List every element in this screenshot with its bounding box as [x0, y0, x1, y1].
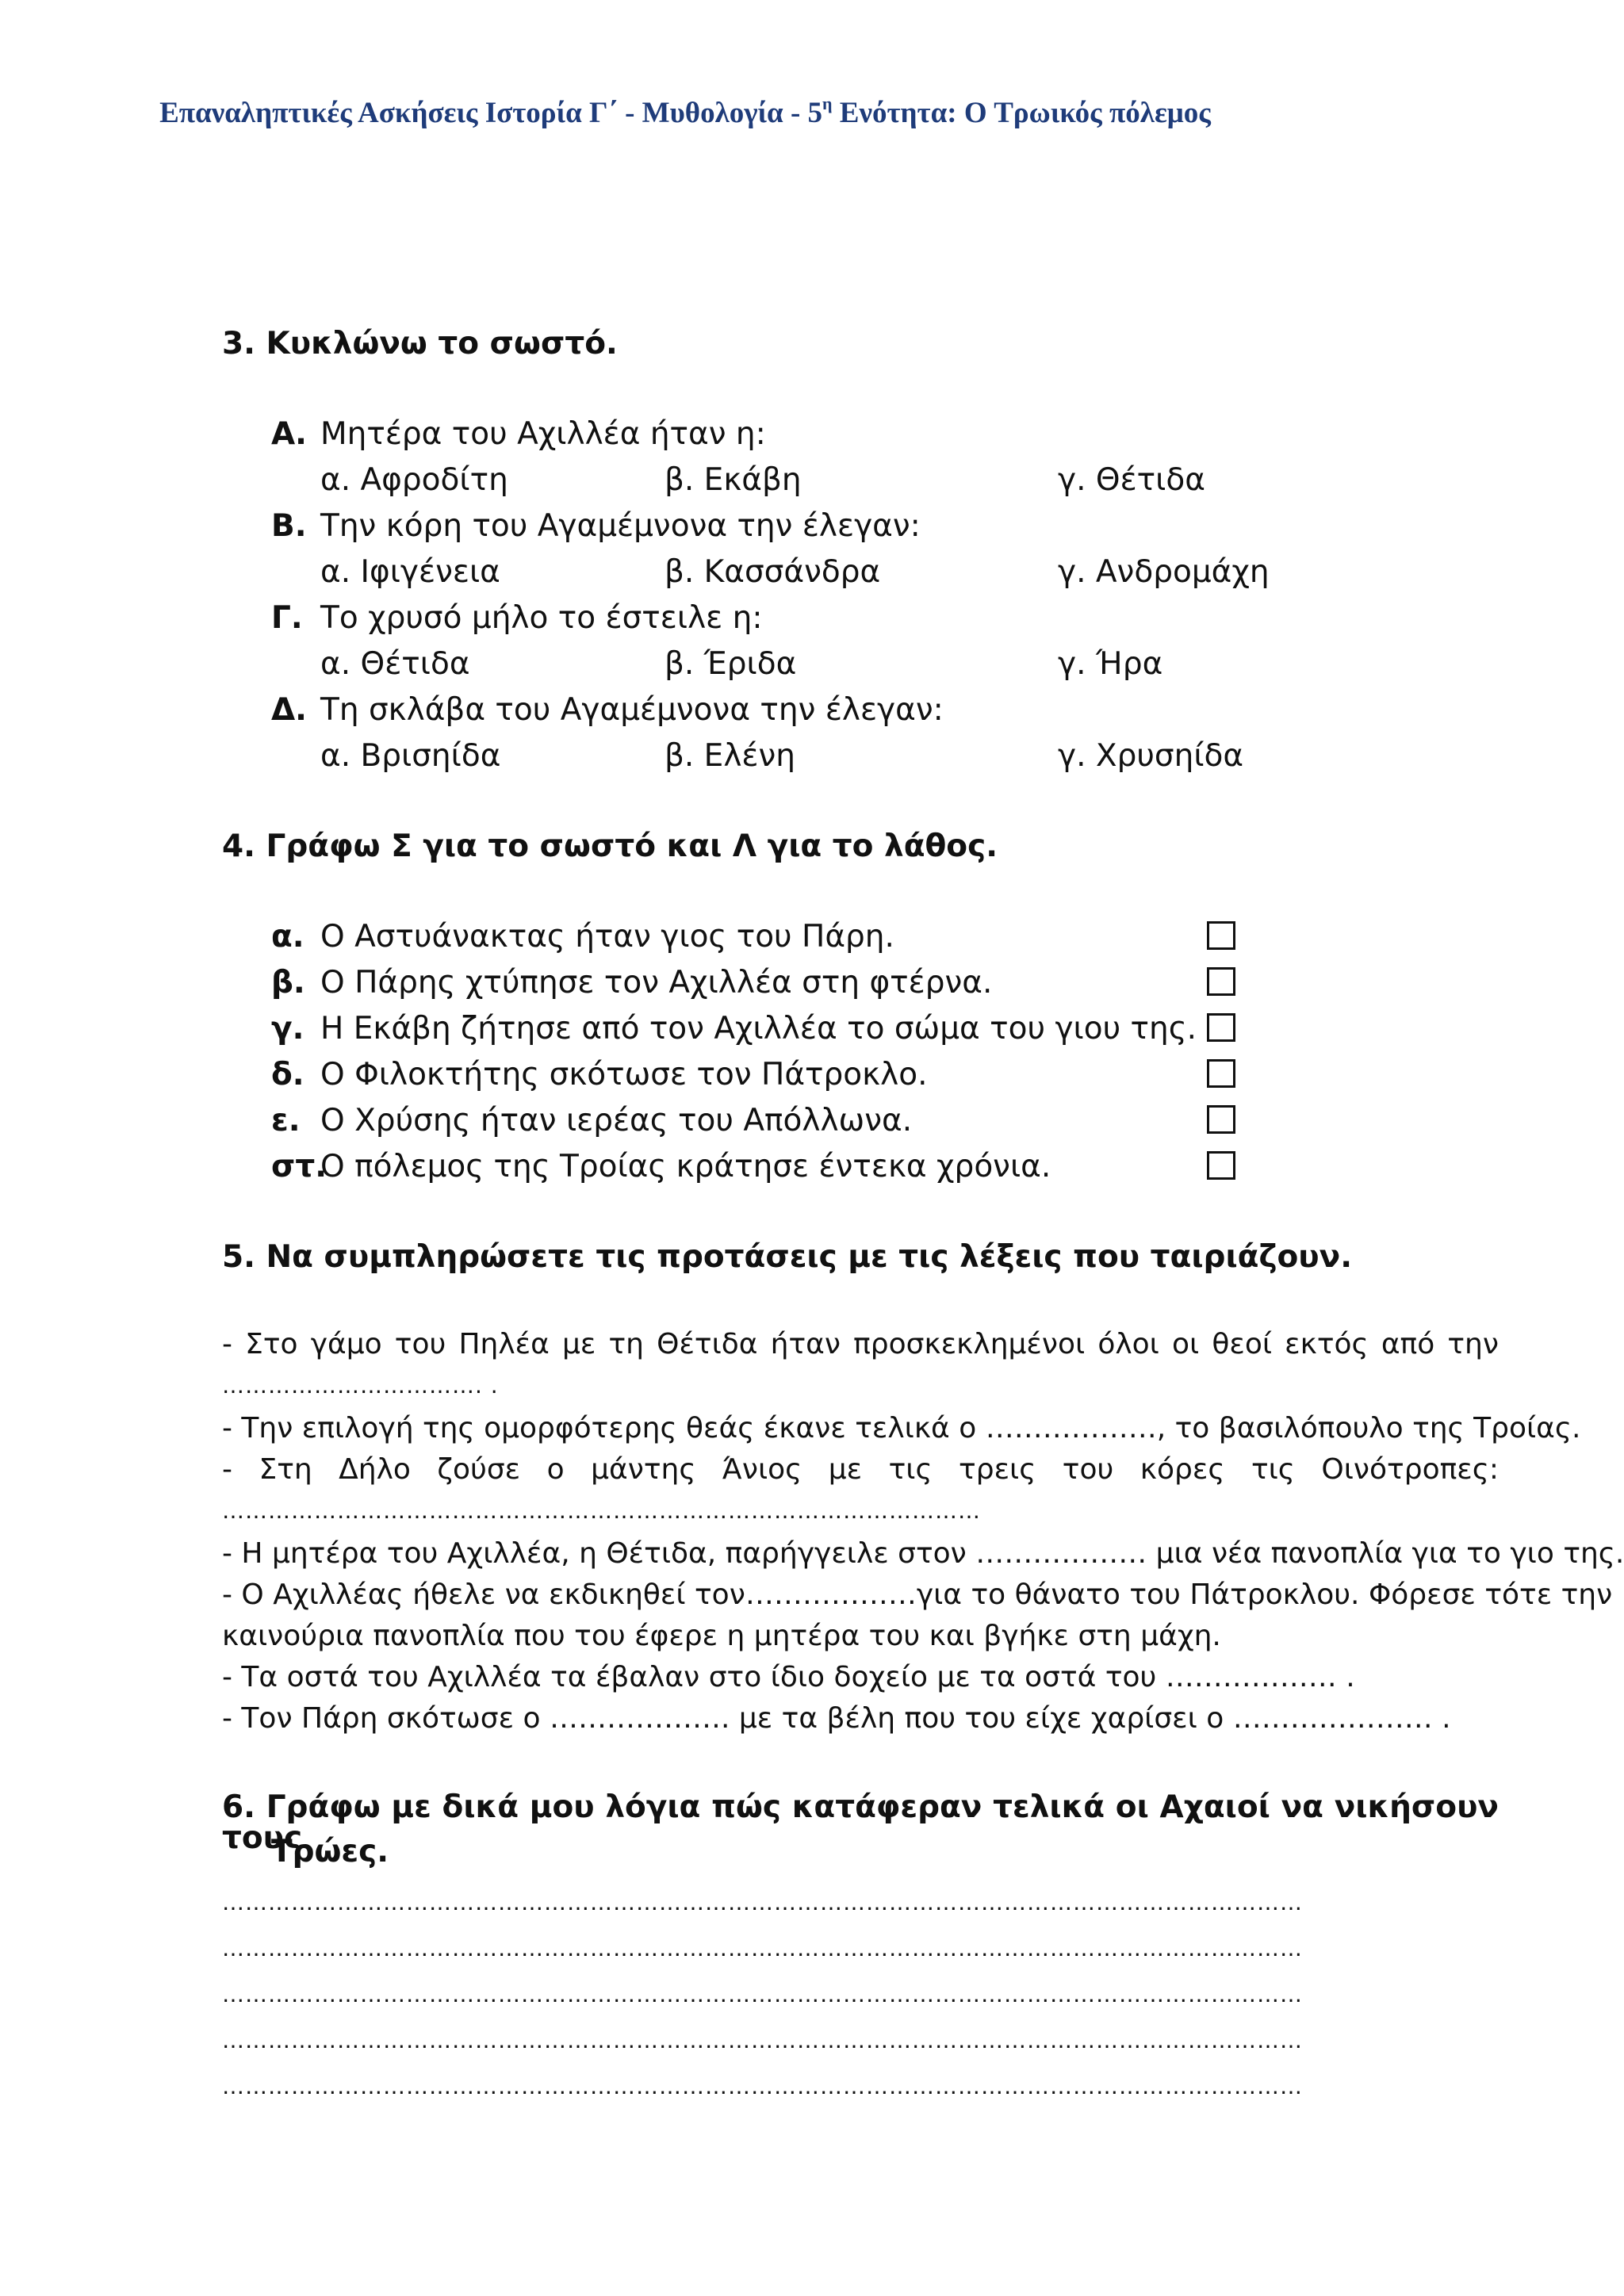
option-a[interactable]: α. Ιφιγένεια: [320, 554, 500, 590]
question-label: Δ.: [271, 692, 307, 728]
header-title: Επαναληπτικές Ασκήσεις Ιστορία Γ΄ - Μυθολογία - 5: [159, 97, 823, 129]
answer-line[interactable]: ……………………………………………………………………………………………………………………………: [222, 2073, 1303, 2099]
option-a[interactable]: α. Αφροδίτη: [320, 462, 508, 498]
fill-sentence[interactable]: - Τα οστά του Αχιλλέα τα έβαλαν στο ίδιο δοχείο με τα οστά του ……………… .: [222, 1661, 1355, 1693]
fill-blank[interactable]: ………………………………………………………………………………………: [222, 1498, 981, 1524]
option-c[interactable]: γ. Ήρα: [1058, 646, 1163, 682]
statement-label: δ.: [271, 1057, 304, 1093]
answer-line[interactable]: ……………………………………………………………………………………………………………………………: [222, 2027, 1303, 2053]
answer-checkbox[interactable]: [1207, 967, 1235, 996]
option-b[interactable]: β. Κασσάνδρα: [665, 554, 881, 590]
answer-checkbox[interactable]: [1207, 1013, 1235, 1042]
statement-label: β.: [271, 965, 305, 1001]
exercise-6-title-text: 6. Γράφω με δικά μου λόγια πώς κατάφεραν τελικά οι Αχαιοί να νικήσουν τους: [222, 1789, 1499, 1856]
page-header: [0, 94, 1370, 130]
answer-checkbox[interactable]: [1207, 1151, 1235, 1180]
option-b[interactable]: β. Εκάβη: [665, 462, 802, 498]
answer-line[interactable]: ……………………………………………………………………………………………………………………………: [222, 1935, 1303, 1961]
fill-sentence-text: - Στη Δήλο ζούσε ο μάντης Άνιος με τις τρεις του κόρες τις Οινότροπες:: [222, 1453, 1499, 1486]
statement-text: Ο Φιλοκτήτης σκότωσε τον Πάτροκλο.: [320, 1057, 928, 1093]
option-c[interactable]: γ. Θέτιδα: [1058, 462, 1205, 498]
exercise-6-title-continued: Τρώες.: [271, 1834, 389, 1869]
statement-text: Ο Χρύσης ήταν ιερέας του Απόλλωνα.: [320, 1103, 913, 1138]
fill-sentence[interactable]: - Ο Αχιλλέας ήθελε να εκδικηθεί τον………………για το θάνατο του Πάτροκλου. Φόρεσε τότε την: [222, 1578, 1613, 1611]
option-c[interactable]: γ. Ανδρομάχη: [1058, 554, 1270, 590]
exercise-5-title: 5. Να συμπληρώσετε τις προτάσεις με τις λέξεις που ταιριάζουν.: [222, 1239, 1353, 1275]
statement-label: γ.: [271, 1011, 304, 1047]
fill-sentence-continued: καινούρια πανοπλία που του έφερε η μητέρα του και βγήκε στη μάχη.: [222, 1620, 1221, 1652]
option-a[interactable]: α. Βρισηίδα: [320, 738, 501, 774]
question-text: Μητέρα του Αχιλλέα ήταν η:: [320, 416, 766, 452]
fill-blank[interactable]: ……………………………. .: [222, 1372, 499, 1399]
answer-line[interactable]: ……………………………………………………………………………………………………………………………: [222, 1981, 1303, 2007]
question-text: Την κόρη του Αγαμέμνονα την έλεγαν:: [320, 508, 921, 544]
fill-sentence: [222, 1330, 1499, 1362]
fill-sentence[interactable]: - Τον Πάρη σκότωσε ο ………………. με τα βέλη που του είχε χαρίσει ο ………………… .: [222, 1702, 1451, 1735]
question-label: Β.: [271, 508, 307, 544]
answer-checkbox[interactable]: [1207, 1059, 1235, 1088]
statement-text: Ο Πάρης χτύπησε τον Αχιλλέα στη φτέρνα.: [320, 965, 993, 1001]
fill-sentence[interactable]: - Την επιλογή της ομορφότερης θεάς έκανε τελικά ο ………………, το βασιλόπουλο της Τροίας.: [222, 1412, 1581, 1445]
statement-text: Ο πόλεμος της Τροίας κράτησε έντεκα χρόνια.: [320, 1149, 1051, 1184]
answer-checkbox[interactable]: [1207, 1105, 1235, 1134]
statement-label: στ.: [271, 1149, 327, 1184]
option-b[interactable]: β. Ελένη: [665, 738, 795, 774]
fill-sentence: [222, 1453, 1499, 1487]
header-subtitle: Ενότητα: Ο Τρωικός πόλεμος: [832, 97, 1211, 129]
question-label: Α.: [271, 416, 307, 452]
statement-text: Ο Αστυάνακτας ήταν γιος του Πάρη.: [320, 919, 894, 955]
option-c[interactable]: γ. Χρυσηίδα: [1058, 738, 1244, 774]
answer-line[interactable]: ……………………………………………………………………………………………………………………………: [222, 1889, 1303, 1915]
question-text: Τη σκλάβα του Αγαμέμνονα την έλεγαν:: [320, 692, 944, 728]
question-label: Γ.: [271, 600, 303, 636]
statement-label: α.: [271, 919, 304, 955]
statement-text: Η Εκάβη ζήτησε από τον Αχιλλέα το σώμα του γιου της.: [320, 1011, 1197, 1047]
answer-checkbox[interactable]: [1207, 921, 1235, 950]
exercise-3-title: 3. Κυκλώνω το σωστό.: [222, 326, 618, 362]
header-superscript: η: [822, 94, 833, 113]
statement-label: ε.: [271, 1103, 301, 1138]
fill-sentence[interactable]: - Η μητέρα του Αχιλλέα, η Θέτιδα, παρήγγειλε στον ……………… μια νέα πανοπλία για το γιο της.: [222, 1537, 1624, 1570]
question-text: Το χρυσό μήλο το έστειλε η:: [320, 600, 763, 636]
option-a[interactable]: α. Θέτιδα: [320, 646, 470, 682]
option-b[interactable]: β. Έριδα: [665, 646, 797, 682]
fill-sentence-text: - Στο γάμο του Πηλέα με τη Θέτιδα ήταν προσκεκλημένοι όλοι οι θεοί εκτός από την: [222, 1328, 1499, 1360]
exercise-4-title: 4. Γράφω Σ για το σωστό και Λ για το λάθος.: [222, 828, 998, 864]
